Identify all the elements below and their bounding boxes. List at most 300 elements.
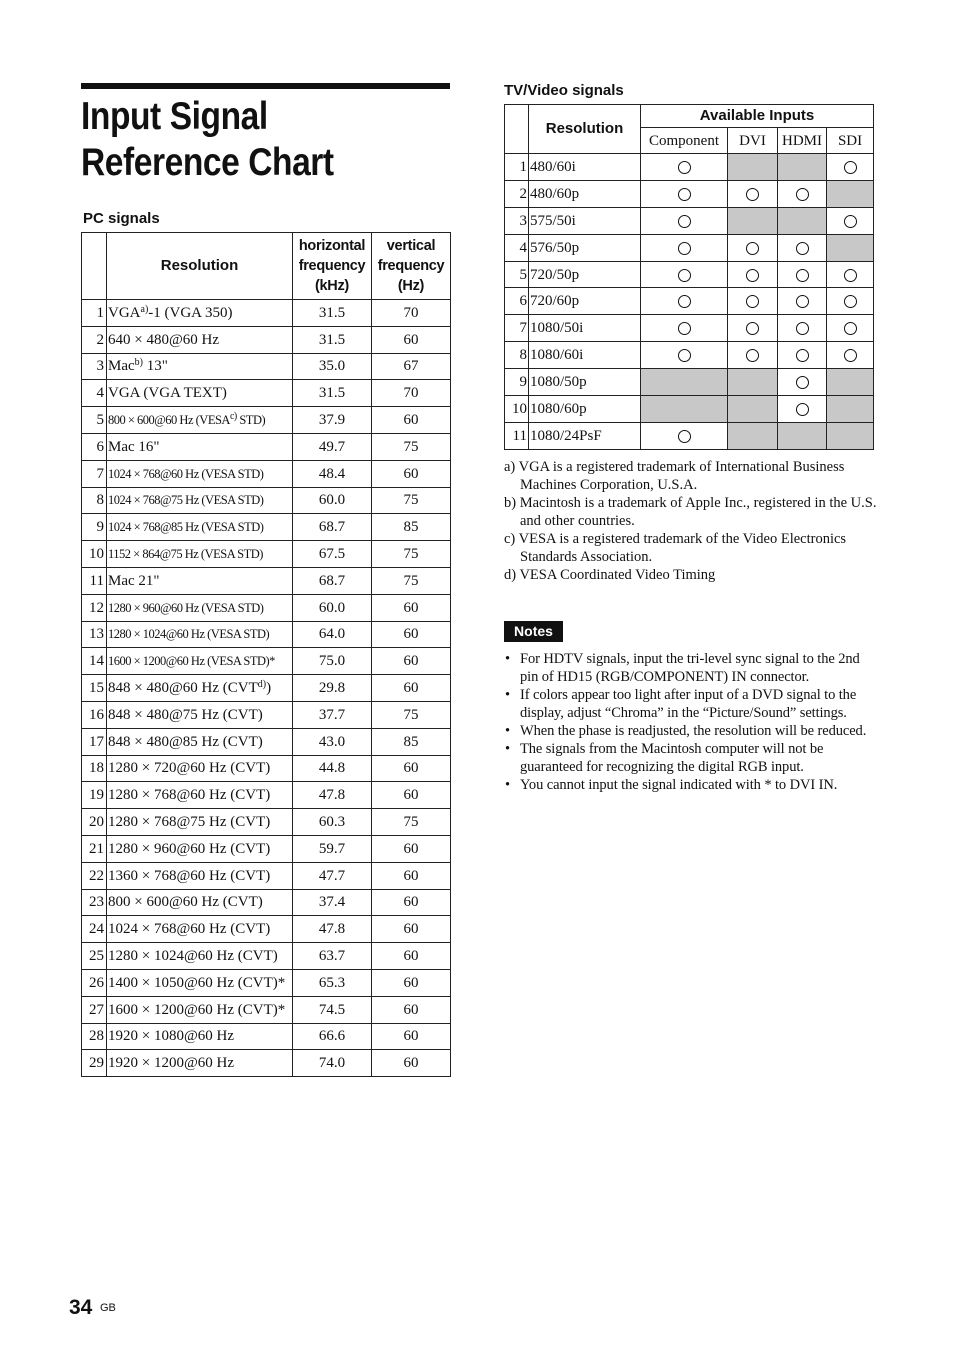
pc-signals-heading: PC signals [83,210,160,227]
row-number: 26 [82,969,107,996]
tv-video-signals-table [504,104,874,450]
row-number: 16 [82,701,107,728]
pc-table-row [82,326,451,353]
pc-table-row [82,460,451,487]
row-number: 12 [82,594,107,621]
resolution-cell [107,701,293,728]
resolution-cell: 1080/50p [529,369,641,396]
vertical-frequency-cell: 60 [372,862,451,889]
row-number: 29 [82,1050,107,1077]
resolution-text: 1920 × 1080@60 Hz [108,1028,235,1045]
row-number: 5 [505,261,529,288]
horizontal-frequency-cell: 60.0 [293,594,372,621]
note-item: • You cannot input the signal indicated with * to DVI IN. [504,776,879,794]
row-number: 7 [82,460,107,487]
tv-col-dvi: DVI [728,128,778,154]
available-circle-icon [678,430,691,443]
resolution-cell [107,782,293,809]
dvi-availability-cell [728,180,778,207]
pc-table-row [82,701,451,728]
resolution-cell: 480/60i [529,154,641,181]
sdi-availability-cell [827,369,874,396]
resolution-text: VGA (VGA TEXT) [108,385,227,402]
footnote-a: a) VGA is a registered trademark of International Business Machines Corporation, U.S.A. [504,459,845,493]
vertical-frequency-cell: 75 [372,701,451,728]
resolution-text-suffix: 13" [143,358,168,375]
pc-table-row [82,835,451,862]
row-number: 17 [82,728,107,755]
tv-table-row [505,234,874,261]
available-circle-icon [844,215,857,228]
vertical-frequency-cell: 60 [372,835,451,862]
pc-table-row [82,380,451,407]
available-circle-icon [844,295,857,308]
tv-table-row [505,422,874,449]
row-number: 15 [82,675,107,702]
row-number: 28 [82,1023,107,1050]
component-availability-cell [641,234,728,261]
row-number: 11 [82,567,107,594]
resolution-text: 800 × 600@60 Hz (VESA [108,413,230,428]
horizontal-frequency-cell: 44.8 [293,755,372,782]
horizontal-frequency-cell: 63.7 [293,943,372,970]
row-number: 13 [82,621,107,648]
tv-table-row [505,154,874,181]
component-availability-cell [641,180,728,207]
note-item: • The signals from the Macintosh computer will not be guaranteed for recognizing the digital RGB input. [504,740,879,776]
row-number: 5 [82,407,107,434]
tv-col-sdi: SDI [827,128,874,154]
vertical-frequency-cell: 85 [372,514,451,541]
sdi-availability-cell [827,180,874,207]
vertical-frequency-cell: 60 [372,889,451,916]
resolution-text-suffix: STD) [236,413,266,428]
row-number: 7 [505,315,529,342]
resolution-cell: 720/50p [529,261,641,288]
hdmi-availability-cell [778,234,827,261]
row-number: 27 [82,996,107,1023]
component-availability-cell [641,369,728,396]
row-number: 18 [82,755,107,782]
resolution-text: 1152 × 864@75 Hz (VESA STD) [108,547,263,562]
horizontal-frequency-cell: 60.3 [293,809,372,836]
resolution-cell [107,835,293,862]
resolution-cell [107,621,293,648]
pc-table-row [82,594,451,621]
resolution-text: 1280 × 768@60 Hz (CVT) [108,787,271,804]
resolution-text: 640 × 480@60 Hz [108,331,220,348]
component-availability-cell [641,207,728,234]
row-number: 2 [505,180,529,207]
dvi-availability-cell [728,396,778,423]
resolution-cell [107,407,293,434]
tv-col-available-inputs: Available Inputs [641,105,874,128]
horizontal-frequency-cell: 35.0 [293,353,372,380]
footnote-ref: b) [134,357,143,369]
sdi-availability-cell [827,261,874,288]
pc-table-row [82,916,451,943]
row-number: 14 [82,648,107,675]
resolution-text: 1280 × 1024@60 Hz (VESA STD) [108,627,270,642]
horizontal-frequency-cell: 43.0 [293,728,372,755]
tv-table-row [505,207,874,234]
sdi-availability-cell [827,396,874,423]
pc-table-row [82,809,451,836]
pc-table-row [82,514,451,541]
available-circle-icon [678,322,691,335]
dvi-availability-cell [728,154,778,181]
row-number: 3 [82,353,107,380]
row-number: 10 [505,396,529,423]
horizontal-frequency-cell: 74.5 [293,996,372,1023]
resolution-cell [107,487,293,514]
resolution-cell [107,648,293,675]
resolution-text: 1400 × 1050@60 Hz (CVT)* [108,974,286,991]
pc-table-row [82,728,451,755]
available-circle-icon [844,349,857,362]
pc-table-row [82,300,451,327]
vertical-frequency-cell: 75 [372,567,451,594]
footnote-c: c) VESA is a registered trademark of the Video Electronics Standards Association. [504,531,847,565]
pc-table-row [82,407,451,434]
resolution-cell [107,1050,293,1077]
footnote-ref: a) [140,303,149,315]
sdi-availability-cell [827,288,874,315]
resolution-cell: 480/60p [529,180,641,207]
pc-table-header [82,233,451,300]
hdmi-availability-cell [778,342,827,369]
resolution-text: 848 × 480@60 Hz (CVT [108,680,258,697]
vertical-frequency-cell: 60 [372,943,451,970]
pc-table-row [82,487,451,514]
resolution-cell [107,326,293,353]
vertical-frequency-cell: 60 [372,326,451,353]
footnote-d: d) VESA Coordinated Video Timing [504,567,716,583]
resolution-cell [107,755,293,782]
resolution-text: 800 × 600@60 Hz (CVT) [108,894,263,911]
horizontal-frequency-cell: 75.0 [293,648,372,675]
available-circle-icon [678,349,691,362]
horizontal-frequency-cell: 60.0 [293,487,372,514]
vertical-frequency-cell: 75 [372,487,451,514]
vertical-frequency-cell: 67 [372,353,451,380]
sdi-availability-cell [827,154,874,181]
horizontal-frequency-cell: 74.0 [293,1050,372,1077]
footnote-ref: c) [229,411,237,423]
vertical-frequency-cell: 60 [372,621,451,648]
hdmi-availability-cell [778,422,827,449]
horizontal-frequency-cell: 64.0 [293,621,372,648]
pc-col-resolution: Resolution [107,233,293,300]
tv-table-row [505,288,874,315]
tv-col-hdmi: HDMI [778,128,827,154]
note-item: • For HDTV signals, input the tri-level sync signal to the 2nd pin of HD15 (RGB/COMPONENT) IN connector. [504,650,879,686]
resolution-text: Mac 16" [108,438,160,455]
resolution-text-suffix: ) [266,680,272,697]
pc-table-row [82,648,451,675]
available-circle-icon [746,322,759,335]
resolution-cell [107,380,293,407]
row-number: 8 [82,487,107,514]
resolution-text: 1280 × 960@60 Hz (CVT) [108,840,271,857]
sdi-availability-cell [827,207,874,234]
hdmi-availability-cell [778,369,827,396]
horizontal-frequency-cell: 31.5 [293,380,372,407]
available-circle-icon [678,269,691,282]
resolution-text: 1360 × 768@60 Hz (CVT) [108,867,271,884]
vertical-frequency-cell: 60 [372,755,451,782]
horizontal-frequency-cell: 37.9 [293,407,372,434]
resolution-cell [107,567,293,594]
pc-table-row [82,353,451,380]
vertical-frequency-cell: 70 [372,380,451,407]
resolution-text: Mac [108,358,135,375]
row-number: 11 [505,422,529,449]
tv-signals-heading: TV/Video signals [504,82,624,99]
horizontal-frequency-cell: 49.7 [293,433,372,460]
available-circle-icon [678,242,691,255]
row-number: 19 [82,782,107,809]
pc-table-row [82,541,451,568]
resolution-cell [107,353,293,380]
row-number: 1 [82,300,107,327]
available-circle-icon [796,403,809,416]
resolution-text: 1024 × 768@75 Hz (VESA STD) [108,493,264,508]
horizontal-frequency-cell: 48.4 [293,460,372,487]
component-availability-cell [641,342,728,369]
resolution-text: 1920 × 1200@60 Hz [108,1055,235,1072]
horizontal-frequency-cell: 68.7 [293,514,372,541]
resolution-text: 1024 × 768@60 Hz (CVT) [108,921,271,938]
sdi-availability-cell [827,422,874,449]
notes-label: Notes [504,621,563,642]
pc-table-row [82,889,451,916]
tv-col-number [505,105,529,154]
resolution-cell [107,916,293,943]
vertical-frequency-cell: 60 [372,916,451,943]
vertical-frequency-cell: 75 [372,809,451,836]
component-availability-cell [641,396,728,423]
horizontal-frequency-cell: 59.7 [293,835,372,862]
available-circle-icon [746,349,759,362]
available-circle-icon [678,188,691,201]
available-circle-icon [678,295,691,308]
dvi-availability-cell [728,288,778,315]
pc-table-row [82,862,451,889]
resolution-cell [107,460,293,487]
available-circle-icon [796,188,809,201]
row-number: 4 [82,380,107,407]
sdi-availability-cell [827,342,874,369]
resolution-text: 848 × 480@85 Hz (CVT) [108,733,263,750]
pc-signals-table [81,232,451,1077]
pc-table-row [82,621,451,648]
component-availability-cell [641,288,728,315]
vertical-frequency-cell: 60 [372,648,451,675]
resolution-text: 1600 × 1200@60 Hz (CVT)* [108,1001,286,1018]
row-number: 2 [82,326,107,353]
footnotes [504,458,879,584]
row-number: 9 [82,514,107,541]
available-circle-icon [844,269,857,282]
horizontal-frequency-cell: 47.8 [293,916,372,943]
hdmi-availability-cell [778,261,827,288]
row-number: 8 [505,342,529,369]
hdmi-availability-cell [778,315,827,342]
hdmi-availability-cell [778,207,827,234]
pc-col-number [82,233,107,300]
resolution-cell [107,889,293,916]
dvi-availability-cell [728,207,778,234]
available-circle-icon [746,269,759,282]
row-number: 4 [505,234,529,261]
dvi-availability-cell [728,234,778,261]
resolution-cell [107,943,293,970]
horizontal-frequency-cell: 37.7 [293,701,372,728]
resolution-text: 1024 × 768@85 Hz (VESA STD) [108,520,264,535]
row-number: 21 [82,835,107,862]
dvi-availability-cell [728,342,778,369]
vertical-frequency-cell: 60 [372,675,451,702]
resolution-text-suffix: -1 (VGA 350) [148,304,233,321]
pc-col-horizontal-frequency: horizontal frequency (kHz) [293,233,372,300]
sdi-availability-cell [827,234,874,261]
component-availability-cell [641,154,728,181]
resolution-text: 1280 × 768@75 Hz (CVT) [108,814,271,831]
row-number: 9 [505,369,529,396]
resolution-text: 1600 × 1200@60 Hz (VESA STD)* [108,654,275,669]
row-number: 10 [82,541,107,568]
vertical-frequency-cell: 85 [372,728,451,755]
available-circle-icon [746,295,759,308]
sdi-availability-cell [827,315,874,342]
tv-table-row [505,315,874,342]
resolution-cell [107,514,293,541]
available-circle-icon [796,242,809,255]
page-region-code: GB [100,1302,116,1314]
hdmi-availability-cell [778,288,827,315]
row-number: 22 [82,862,107,889]
vertical-frequency-cell: 60 [372,782,451,809]
vertical-frequency-cell: 60 [372,1050,451,1077]
available-circle-icon [844,322,857,335]
resolution-cell [107,541,293,568]
horizontal-frequency-cell: 65.3 [293,969,372,996]
resolution-text: 1280 × 960@60 Hz (VESA STD) [108,600,264,615]
row-number: 6 [505,288,529,315]
pc-table-row [82,969,451,996]
row-number: 20 [82,809,107,836]
vertical-frequency-cell: 60 [372,460,451,487]
resolution-cell: 1080/50i [529,315,641,342]
tv-table-row [505,396,874,423]
tv-table-row [505,342,874,369]
resolution-text: Mac 21" [108,572,160,589]
resolution-cell [107,433,293,460]
pc-table-row [82,782,451,809]
pc-col-vertical-frequency: vertical frequency (Hz) [372,233,451,300]
resolution-cell: 1080/24PsF [529,422,641,449]
page-title: Input Signal Reference Chart [81,95,334,184]
horizontal-frequency-cell: 47.8 [293,782,372,809]
resolution-cell: 575/50i [529,207,641,234]
tv-col-resolution: Resolution [529,105,641,154]
resolution-cell: 1080/60p [529,396,641,423]
available-circle-icon [796,349,809,362]
available-circle-icon [746,242,759,255]
resolution-cell [107,862,293,889]
resolution-cell [107,996,293,1023]
pc-table-row [82,433,451,460]
component-availability-cell [641,261,728,288]
pc-table-row [82,755,451,782]
resolution-cell [107,594,293,621]
horizontal-frequency-cell: 37.4 [293,889,372,916]
tv-table-row [505,180,874,207]
horizontal-frequency-cell: 29.8 [293,675,372,702]
resolution-cell: 1080/60i [529,342,641,369]
pc-table-row [82,1050,451,1077]
available-circle-icon [796,295,809,308]
component-availability-cell [641,422,728,449]
resolution-text: 1024 × 768@60 Hz (VESA STD) [108,466,264,481]
resolution-cell [107,969,293,996]
footnote-ref: d) [257,679,267,691]
dvi-availability-cell [728,261,778,288]
vertical-frequency-cell: 60 [372,407,451,434]
row-number: 24 [82,916,107,943]
notes-list [504,650,879,794]
vertical-frequency-cell: 60 [372,594,451,621]
horizontal-frequency-cell: 47.7 [293,862,372,889]
available-circle-icon [796,322,809,335]
dvi-availability-cell [728,369,778,396]
horizontal-frequency-cell: 31.5 [293,300,372,327]
vertical-frequency-cell: 60 [372,1023,451,1050]
pc-table-row [82,996,451,1023]
component-availability-cell [641,315,728,342]
pc-table-row [82,943,451,970]
available-circle-icon [844,161,857,174]
row-number: 1 [505,154,529,181]
hdmi-availability-cell [778,154,827,181]
available-circle-icon [678,161,691,174]
title-rule [81,83,450,89]
note-item: • If colors appear too light after input of a DVD signal to the display, adjust “Chroma” in the “Picture/Sound” settings. [504,686,879,722]
horizontal-frequency-cell: 67.5 [293,541,372,568]
horizontal-frequency-cell: 68.7 [293,567,372,594]
resolution-text: 1280 × 720@60 Hz (CVT) [108,760,271,777]
horizontal-frequency-cell: 31.5 [293,326,372,353]
page-number: 34 [69,1296,93,1319]
available-circle-icon [796,269,809,282]
pc-table-row [82,567,451,594]
vertical-frequency-cell: 75 [372,433,451,460]
vertical-frequency-cell: 70 [372,300,451,327]
available-circle-icon [678,215,691,228]
horizontal-frequency-cell: 66.6 [293,1023,372,1050]
resolution-cell [107,728,293,755]
dvi-availability-cell [728,422,778,449]
hdmi-availability-cell [778,396,827,423]
resolution-cell [107,300,293,327]
available-circle-icon [796,376,809,389]
row-number: 25 [82,943,107,970]
available-circle-icon [746,188,759,201]
resolution-cell [107,1023,293,1050]
vertical-frequency-cell: 60 [372,969,451,996]
row-number: 6 [82,433,107,460]
